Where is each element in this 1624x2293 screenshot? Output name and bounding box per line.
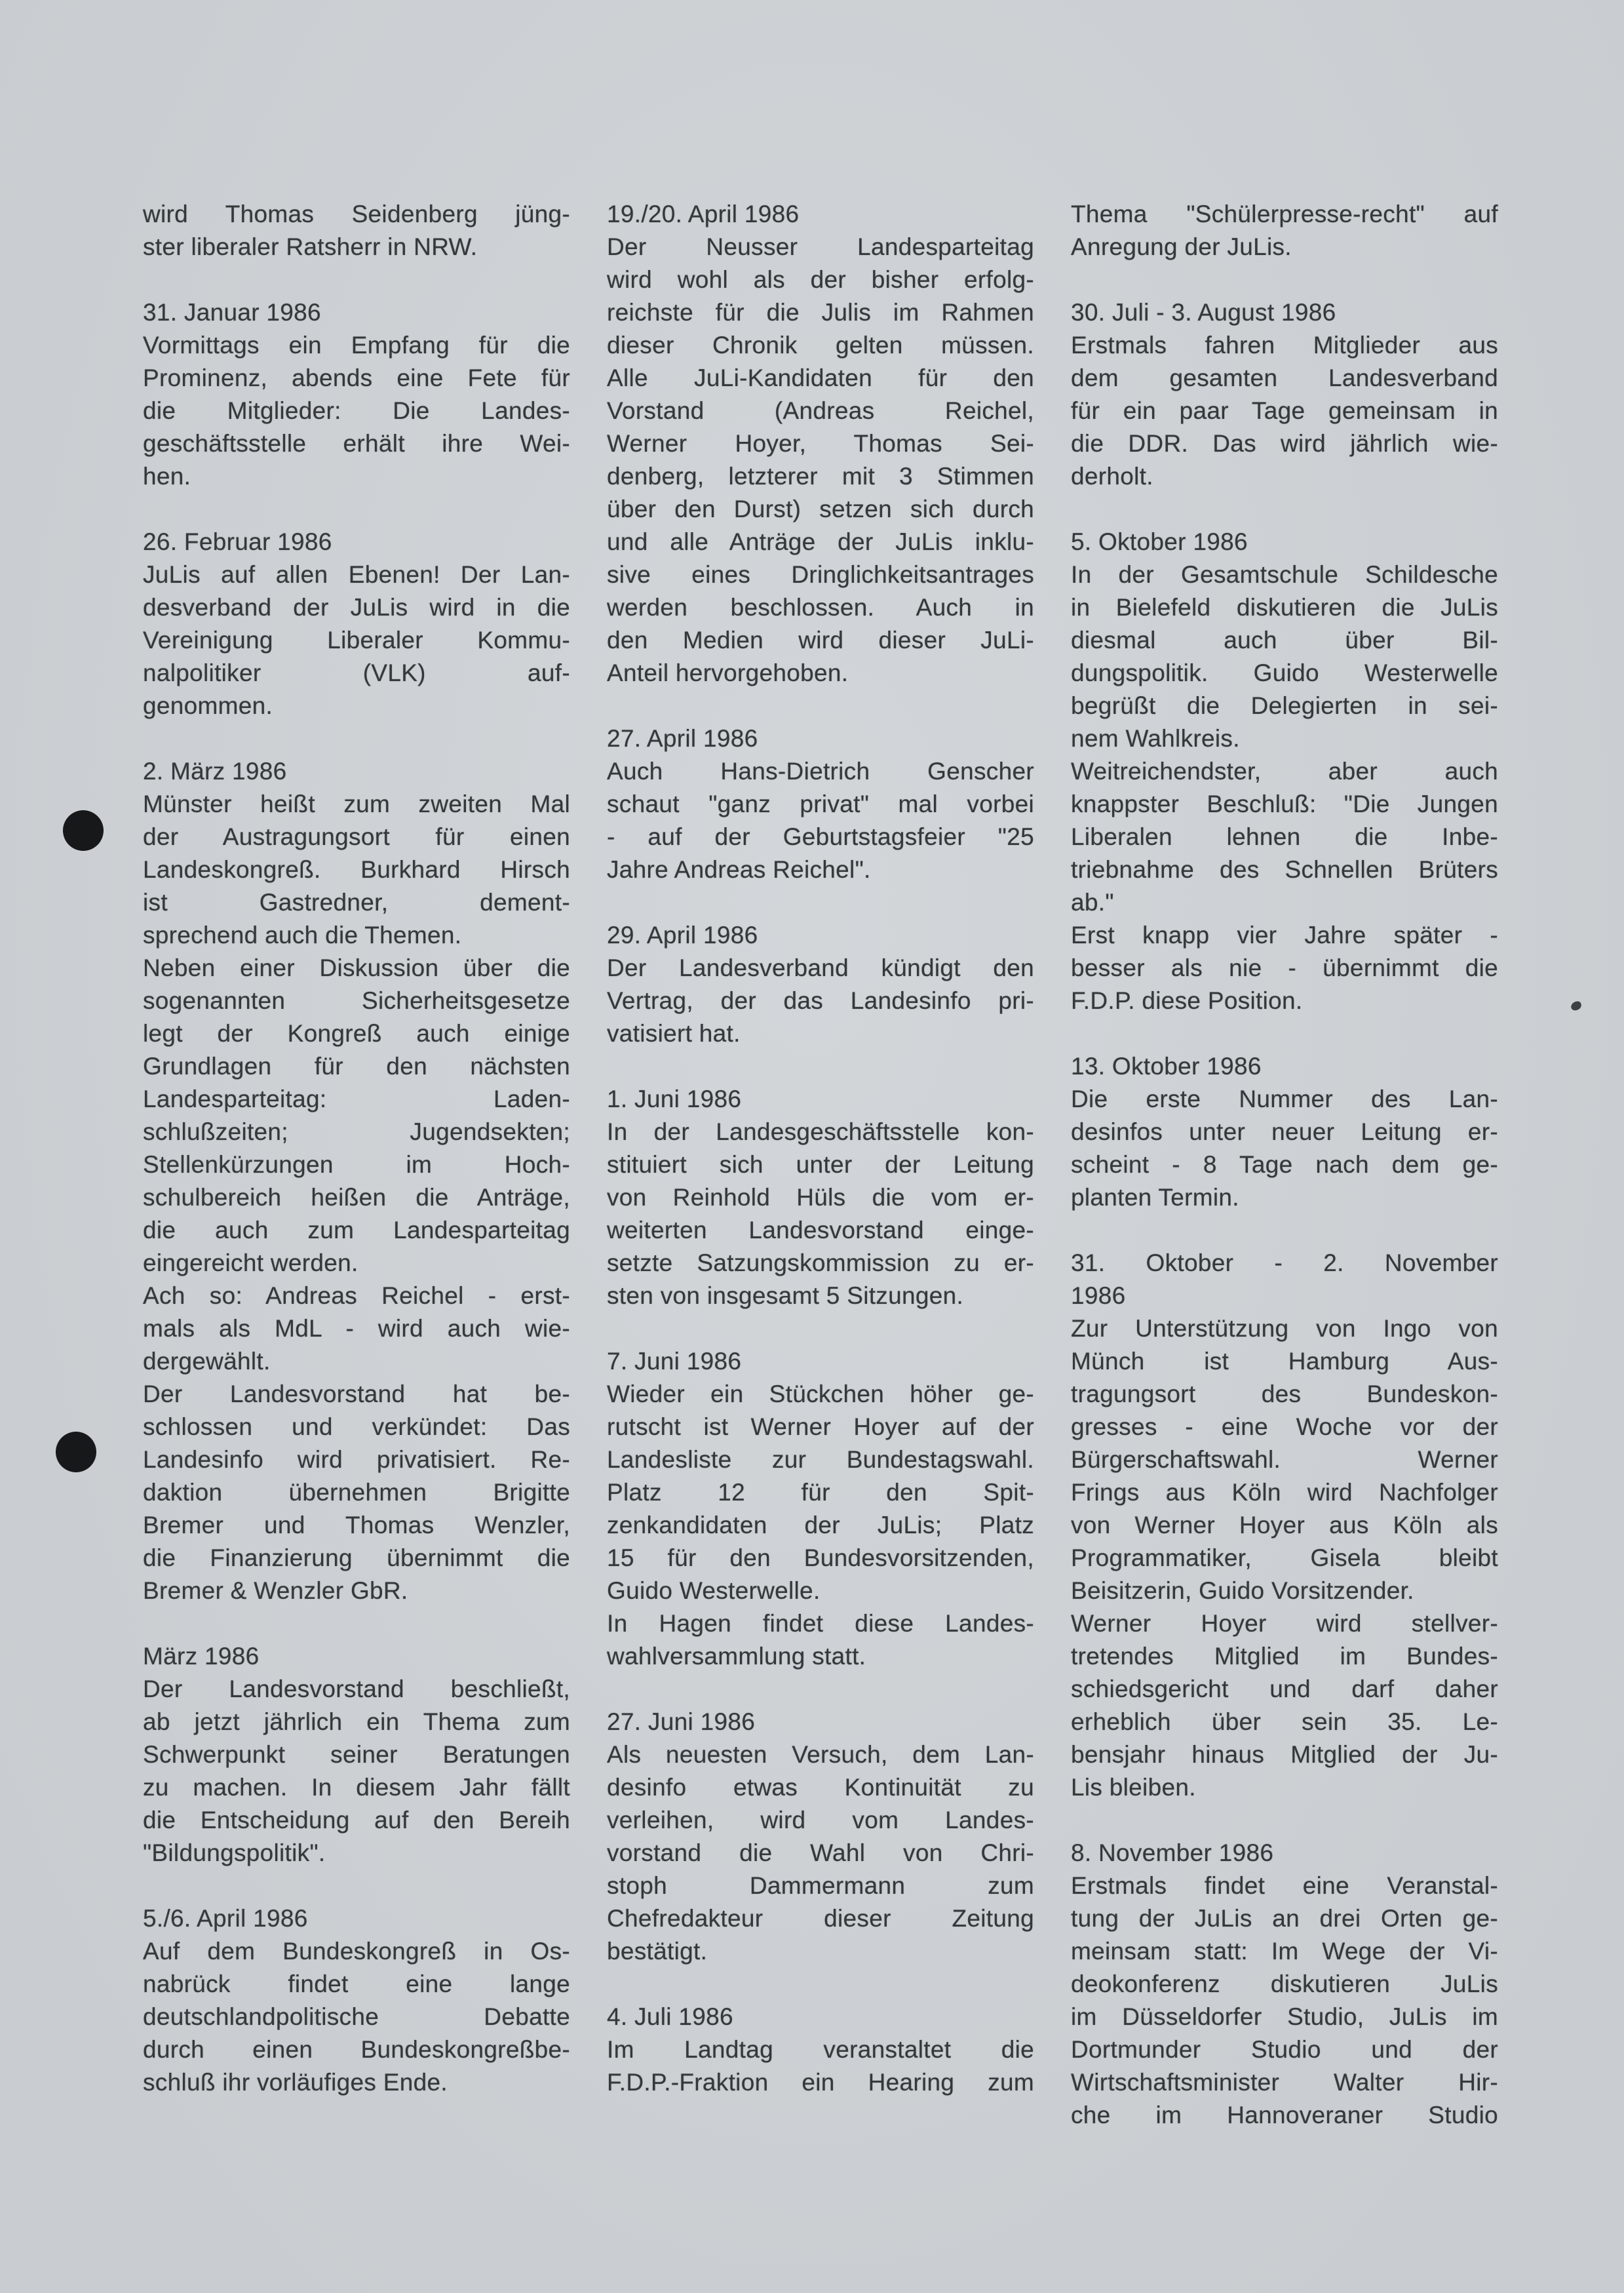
- text-line: Grundlagen für den nächsten: [143, 1053, 570, 1080]
- text-line: "Bildungspolitik".: [143, 1839, 326, 1866]
- text-line: Vorstand (Andreas Reichel,: [607, 397, 1034, 424]
- text-line: der Austragungsort für einen: [143, 823, 570, 850]
- text-line: sprechend auch die Themen.: [143, 922, 462, 949]
- text-line: Landesinfo wird privatisiert. Re-: [143, 1446, 570, 1473]
- text-line: Prominenz, abends eine Fete für: [143, 364, 570, 391]
- text-line: Auf dem Bundeskongreß in Os-: [143, 1938, 570, 1965]
- text-line: die Mitglieder: Die Landes-: [143, 397, 570, 424]
- text-line: rutscht ist Werner Hoyer auf der: [607, 1413, 1034, 1440]
- text-line: hen.: [143, 463, 191, 490]
- text-line: bestätigt.: [607, 1938, 708, 1965]
- text-line: vorstand die Wahl von Chri-: [607, 1839, 1034, 1866]
- text-line: deokonferenz diskutieren JuLis: [1071, 1970, 1498, 1997]
- text-line: Programmatiker, Gisela bleibt: [1071, 1544, 1498, 1571]
- chronicle-entry: [143, 1902, 570, 2099]
- text-line: schaut "ganz privat" mal vorbei: [607, 791, 1034, 817]
- text-line: derholt.: [1071, 463, 1153, 490]
- text-line: Liberalen lehnen die Inbe-: [1071, 823, 1498, 850]
- text-line: dungspolitik. Guido Westerwelle: [1071, 659, 1498, 686]
- entry-date: 27. Juni 1986: [607, 1708, 756, 1735]
- text-line: nalpolitiker (VLK) auf-: [143, 659, 570, 686]
- text-line: verleihen, wird vom Landes-: [607, 1807, 1034, 1833]
- entry-date: 31. Oktober - 2. November: [1071, 1249, 1498, 1276]
- text-line: triebnahme des Schnellen Brüters: [1071, 856, 1498, 883]
- entry-date: 31. Januar 1986: [143, 299, 321, 326]
- entry-date: 4. Juli 1986: [607, 2003, 733, 2030]
- chronicle-entry: [143, 526, 570, 722]
- chronicle-entry: [607, 1706, 1034, 1968]
- chronicle-entry: [143, 198, 570, 264]
- entry-date: 26. Februar 1986: [143, 528, 332, 555]
- text-line: In Hagen findet diese Landes-: [607, 1610, 1034, 1637]
- text-line: von Werner Hoyer aus Köln als: [1071, 1512, 1498, 1538]
- text-line: besser als nie - übernimmt die: [1071, 954, 1498, 981]
- text-line: Stellenkürzungen im Hoch-: [143, 1151, 570, 1178]
- text-line: Neben einer Diskussion über die: [143, 954, 570, 981]
- text-line: Zur Unterstützung von Ingo von: [1071, 1315, 1498, 1342]
- text-line: Bürgerschaftswahl. Werner: [1071, 1446, 1498, 1473]
- text-line: Landesparteitag: Laden-: [143, 1086, 570, 1112]
- text-line: dergewählt.: [143, 1348, 271, 1375]
- text-line: Guido Westerwelle.: [607, 1577, 821, 1604]
- text-line: Vertrag, der das Landesinfo pri-: [607, 987, 1034, 1014]
- text-line: Vormittags ein Empfang für die: [143, 332, 570, 359]
- chronicle-entry: [607, 198, 1034, 690]
- text-line: im Düsseldorfer Studio, JuLis im: [1071, 2003, 1498, 2030]
- chronicle-entry: [1071, 1050, 1498, 1214]
- text-line: F.D.P. diese Position.: [1071, 987, 1303, 1014]
- chronicle-entry: [143, 755, 570, 1607]
- entry-date: 30. Juli - 3. August 1986: [1071, 299, 1336, 326]
- entry-date: März 1986: [143, 1643, 260, 1670]
- text-line: Wieder ein Stückchen höher ge-: [607, 1381, 1034, 1407]
- text-line: wahlversammlung statt.: [607, 1643, 866, 1670]
- text-line: tung der JuLis an drei Orten ge-: [1071, 1905, 1498, 1932]
- text-line: für ein paar Tage gemeinsam in: [1071, 397, 1498, 424]
- punch-hole-bottom: [56, 1432, 96, 1472]
- text-line: legt der Kongreß auch einige: [143, 1020, 570, 1047]
- text-line: die Entscheidung auf den Bereih: [143, 1807, 570, 1833]
- entry-date: 27. April 1986: [607, 725, 758, 752]
- entry-date: 1986: [1071, 1282, 1126, 1309]
- text-line: In der Gesamtschule Schildesche: [1071, 561, 1498, 588]
- text-line: Der Landesvorstand beschließt,: [143, 1676, 570, 1702]
- ink-speck: [1565, 994, 1587, 1020]
- text-line: tragungsort des Bundeskon-: [1071, 1381, 1498, 1407]
- text-line: bensjahr hinaus Mitglied der Ju-: [1071, 1741, 1498, 1768]
- text-line: Alle JuLi-Kandidaten für den: [607, 364, 1034, 391]
- text-line: schlossen und verkündet: Das: [143, 1413, 570, 1440]
- text-line: werden beschlossen. Auch in: [607, 594, 1034, 621]
- text-line: durch einen Bundeskongreßbe-: [143, 2036, 570, 2063]
- text-line: Lis bleiben.: [1071, 1774, 1196, 1801]
- text-line: Die erste Nummer des Lan-: [1071, 1086, 1498, 1112]
- text-line: ist Gastredner, dement-: [143, 889, 570, 916]
- text-line: zu machen. In diesem Jahr fällt: [143, 1774, 570, 1801]
- text-line: Dortmunder Studio und der: [1071, 2036, 1498, 2063]
- text-line: desinfo etwas Kontinuität zu: [607, 1774, 1034, 1801]
- text-line: tretendes Mitglied im Bundes-: [1071, 1643, 1498, 1670]
- text-line: nem Wahlkreis.: [1071, 725, 1240, 752]
- text-line: Landesliste zur Bundestagswahl.: [607, 1446, 1034, 1473]
- text-line: dieser Chronik gelten müssen.: [607, 332, 1034, 359]
- chronicle-entry: [143, 296, 570, 493]
- text-line: Münster heißt zum zweiten Mal: [143, 791, 570, 817]
- text-line: ster liberaler Ratsherr in NRW.: [143, 233, 478, 260]
- text-line: setzte Satzungskommission zu er-: [607, 1249, 1034, 1276]
- text-line: Bremer und Thomas Wenzler,: [143, 1512, 570, 1538]
- text-line: deutschlandpolitische Debatte: [143, 2003, 570, 2030]
- text-line: Jahre Andreas Reichel".: [607, 856, 871, 883]
- text-line: schluß ihr vorläufiges Ende.: [143, 2069, 448, 2096]
- chronicle-entry: [1071, 296, 1498, 493]
- text-column: [607, 198, 1034, 2099]
- text-line: zenkandidaten der JuLis; Platz: [607, 1512, 1034, 1538]
- text-line: JuLis auf allen Ebenen! Der Lan-: [143, 561, 570, 588]
- text-line: ab.": [1071, 889, 1114, 916]
- text-line: Als neuesten Versuch, dem Lan-: [607, 1741, 1034, 1768]
- text-column: [1071, 198, 1498, 2132]
- text-line: stoph Dammermann zum: [607, 1872, 1034, 1899]
- text-line: meinsam statt: Im Wege der Vi-: [1071, 1938, 1498, 1965]
- chronicle-entry: [1071, 1837, 1498, 2132]
- text-line: scheint - 8 Tage nach dem ge-: [1071, 1151, 1498, 1178]
- text-line: diesmal auch über Bil-: [1071, 627, 1498, 654]
- text-line: Anteil hervorgehoben.: [607, 659, 849, 686]
- text-line: ab jetzt jährlich ein Thema zum: [143, 1708, 570, 1735]
- text-line: in Bielefeld diskutieren die JuLis: [1071, 594, 1498, 621]
- text-line: desinfos unter neuer Leitung er-: [1071, 1118, 1498, 1145]
- text-line: Wirtschaftsminister Walter Hir-: [1071, 2069, 1498, 2096]
- text-line: Der Neusser Landesparteitag: [607, 233, 1034, 260]
- text-line: Frings aus Köln wird Nachfolger: [1071, 1479, 1498, 1506]
- text-line: die DDR. Das wird jährlich wie-: [1071, 430, 1498, 457]
- text-line: Platz 12 für den Spit-: [607, 1479, 1034, 1506]
- text-line: planten Termin.: [1071, 1184, 1239, 1211]
- text-line: die auch zum Landesparteitag: [143, 1217, 570, 1244]
- text-line: und alle Anträge der JuLis inklu-: [607, 528, 1034, 555]
- text-line: Erst knapp vier Jahre später -: [1071, 922, 1498, 949]
- text-line: Schwerpunkt seiner Beratungen: [143, 1741, 570, 1768]
- entry-date: 1. Juni 1986: [607, 1086, 742, 1112]
- text-line: wird wohl als der bisher erfolg-: [607, 266, 1034, 293]
- text-line: die Finanzierung übernimmt die: [143, 1544, 570, 1571]
- text-line: sogenannten Sicherheitsgesetze: [143, 987, 570, 1014]
- text-line: Münch ist Hamburg Aus-: [1071, 1348, 1498, 1375]
- chronicle-entry: [607, 2001, 1034, 2099]
- text-line: Der Landesvorstand hat be-: [143, 1381, 570, 1407]
- text-line: gresses - eine Woche vor der: [1071, 1413, 1498, 1440]
- text-line: Auch Hans-Dietrich Genscher: [607, 758, 1034, 785]
- text-line: Werner Hoyer, Thomas Sei-: [607, 430, 1034, 457]
- entry-date: 2. März 1986: [143, 758, 287, 785]
- text-line: von Reinhold Hüls die vom er-: [607, 1184, 1034, 1211]
- text-line: eingereicht werden.: [143, 1249, 358, 1276]
- text-column: [143, 198, 570, 2099]
- text-columns: [143, 198, 1498, 2132]
- text-line: schlußzeiten; Jugendsekten;: [143, 1118, 570, 1145]
- text-line: Ach so: Andreas Reichel - erst-: [143, 1282, 570, 1309]
- text-line: Bremer & Wenzler GbR.: [143, 1577, 408, 1604]
- chronicle-entry: [1071, 1247, 1498, 1804]
- chronicle-entry: [1071, 526, 1498, 1017]
- text-line: Der Landesverband kündigt den: [607, 954, 1034, 981]
- text-line: mals als MdL - wird auch wie-: [143, 1315, 570, 1342]
- text-line: stituiert sich unter der Leitung: [607, 1151, 1034, 1178]
- text-line: Weitreichendster, aber auch: [1071, 758, 1498, 785]
- text-line: den Medien wird dieser JuLi-: [607, 627, 1034, 654]
- text-line: schiedsgericht und darf daher: [1071, 1676, 1498, 1702]
- text-line: knappster Beschluß: "Die Jungen: [1071, 791, 1498, 817]
- text-line: dem gesamten Landesverband: [1071, 364, 1498, 391]
- text-line: reichste für die Julis im Rahmen: [607, 299, 1034, 326]
- text-line: Vereinigung Liberaler Kommu-: [143, 627, 570, 654]
- text-line: nabrück findet eine lange: [143, 1970, 570, 1997]
- chronicle-entry: [1071, 198, 1498, 264]
- text-line: In der Landesgeschäftsstelle kon-: [607, 1118, 1034, 1145]
- text-line: F.D.P.-Fraktion ein Hearing zum: [607, 2069, 1034, 2096]
- chronicle-entry: [607, 1345, 1034, 1673]
- text-line: Im Landtag veranstaltet die: [607, 2036, 1034, 2063]
- text-line: erheblich über sein 35. Le-: [1071, 1708, 1498, 1735]
- chronicle-entry: [607, 1083, 1034, 1312]
- chronicle-entry: [143, 1640, 570, 1870]
- text-line: denberg, letzterer mit 3 Stimmen: [607, 463, 1034, 490]
- entry-date: 5. Oktober 1986: [1071, 528, 1248, 555]
- text-line: genommen.: [143, 692, 273, 719]
- text-line: begrüßt die Delegierten in sei-: [1071, 692, 1498, 719]
- text-line: Erstmals findet eine Veranstal-: [1071, 1872, 1498, 1899]
- entry-date: 29. April 1986: [607, 922, 758, 949]
- text-line: - auf der Geburtstagsfeier "25: [607, 823, 1034, 850]
- text-line: Beisitzerin, Guido Vorsitzender.: [1071, 1577, 1414, 1604]
- entry-date: 13. Oktober 1986: [1071, 1053, 1262, 1080]
- text-line: weiterten Landesvorstand einge-: [607, 1217, 1034, 1244]
- chronicle-entry: [607, 722, 1034, 886]
- text-line: Werner Hoyer wird stellver-: [1071, 1610, 1498, 1637]
- entry-date: 7. Juni 1986: [607, 1348, 742, 1375]
- text-line: daktion übernehmen Brigitte: [143, 1479, 570, 1506]
- text-line: Anregung der JuLis.: [1071, 233, 1292, 260]
- text-line: Erstmals fahren Mitglieder aus: [1071, 332, 1498, 359]
- entry-date: 5./6. April 1986: [143, 1905, 308, 1932]
- text-line: 15 für den Bundesvorsitzenden,: [607, 1544, 1034, 1571]
- text-line: sten von insgesamt 5 Sitzungen.: [607, 1282, 964, 1309]
- text-line: geschäftsstelle erhält ihre Wei-: [143, 430, 570, 457]
- punch-hole-top: [63, 810, 104, 851]
- text-line: wird Thomas Seidenberg jüng-: [143, 201, 570, 227]
- entry-date: 8. November 1986: [1071, 1839, 1274, 1866]
- chronicle-entry: [607, 919, 1034, 1050]
- text-line: sive eines Dringlichkeitsantrages: [607, 561, 1034, 588]
- text-line: che im Hannoveraner Studio: [1071, 2102, 1498, 2128]
- text-line: Chefredakteur dieser Zeitung: [607, 1905, 1034, 1932]
- text-line: desverband der JuLis wird in die: [143, 594, 570, 621]
- text-line: vatisiert hat.: [607, 1020, 741, 1047]
- text-line: Landeskongreß. Burkhard Hirsch: [143, 856, 570, 883]
- text-line: schulbereich heißen die Anträge,: [143, 1184, 570, 1211]
- text-line: Thema "Schülerpresse-recht" auf: [1071, 201, 1498, 227]
- entry-date: 19./20. April 1986: [607, 201, 800, 227]
- text-line: über den Durst) setzen sich durch: [607, 496, 1034, 522]
